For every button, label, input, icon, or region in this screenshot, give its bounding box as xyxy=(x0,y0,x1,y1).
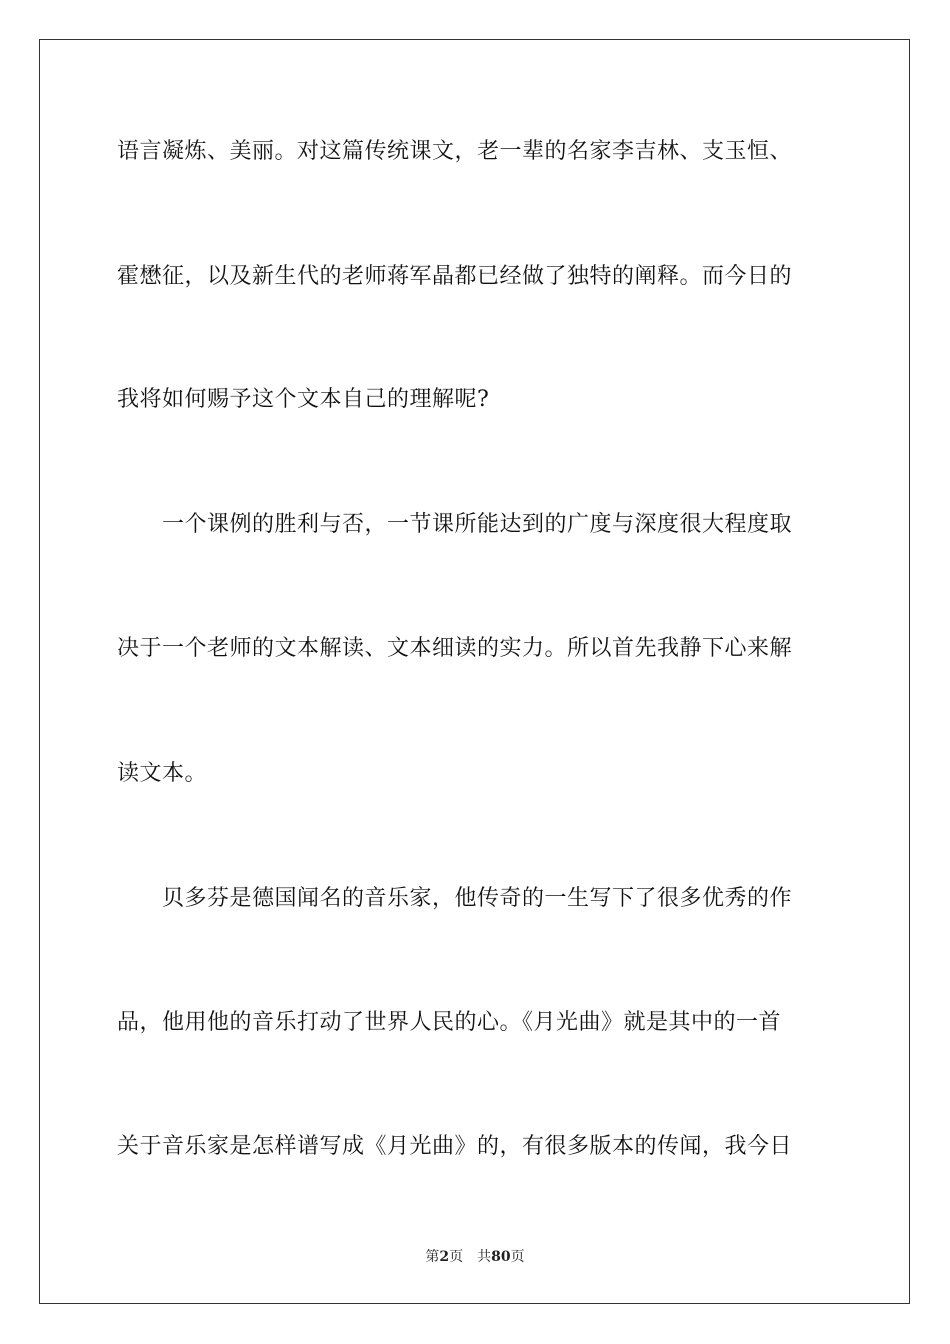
page-border xyxy=(39,39,910,1304)
page-number-suffix: 页 xyxy=(449,1249,464,1265)
body-text-line: 一个课例的胜利与否，一节课所能达到的广度与深度很大程度取 xyxy=(117,512,793,537)
page-number-prefix: 第 xyxy=(425,1249,440,1265)
page-footer xyxy=(0,1248,950,1266)
page-number: 2 xyxy=(439,1249,450,1265)
body-text-line: 语言凝炼、美丽。对这篇传统课文，老一辈的名家李吉林、支玉恒、 xyxy=(117,139,793,164)
body-text-line: 关于音乐家是怎样谱写成《月光曲》的，有很多版本的传闻，我今日 xyxy=(117,1134,793,1159)
body-text-line: 读文本。 xyxy=(117,761,208,786)
body-text-line: 贝多芬是德国闻名的音乐家，他传奇的一生写下了很多优秀的作 xyxy=(117,886,793,911)
total-pages-suffix: 页 xyxy=(510,1249,525,1265)
total-pages-prefix: 共 xyxy=(477,1249,492,1265)
total-pages: 80 xyxy=(491,1249,511,1265)
body-text-line: 品，他用他的音乐打动了世界人民的心。《月光曲》就是其中的一首 xyxy=(117,1010,782,1035)
body-text-line: 决于一个老师的文本解读、文本细读的实力。所以首先我静下心来解 xyxy=(117,636,793,661)
body-text-line: 霍懋征，以及新生代的老师蒋军晶都已经做了独特的阐释。而今日的 xyxy=(117,264,793,289)
body-text-line: 我将如何赐予这个文本自己的理解呢? xyxy=(117,387,490,412)
